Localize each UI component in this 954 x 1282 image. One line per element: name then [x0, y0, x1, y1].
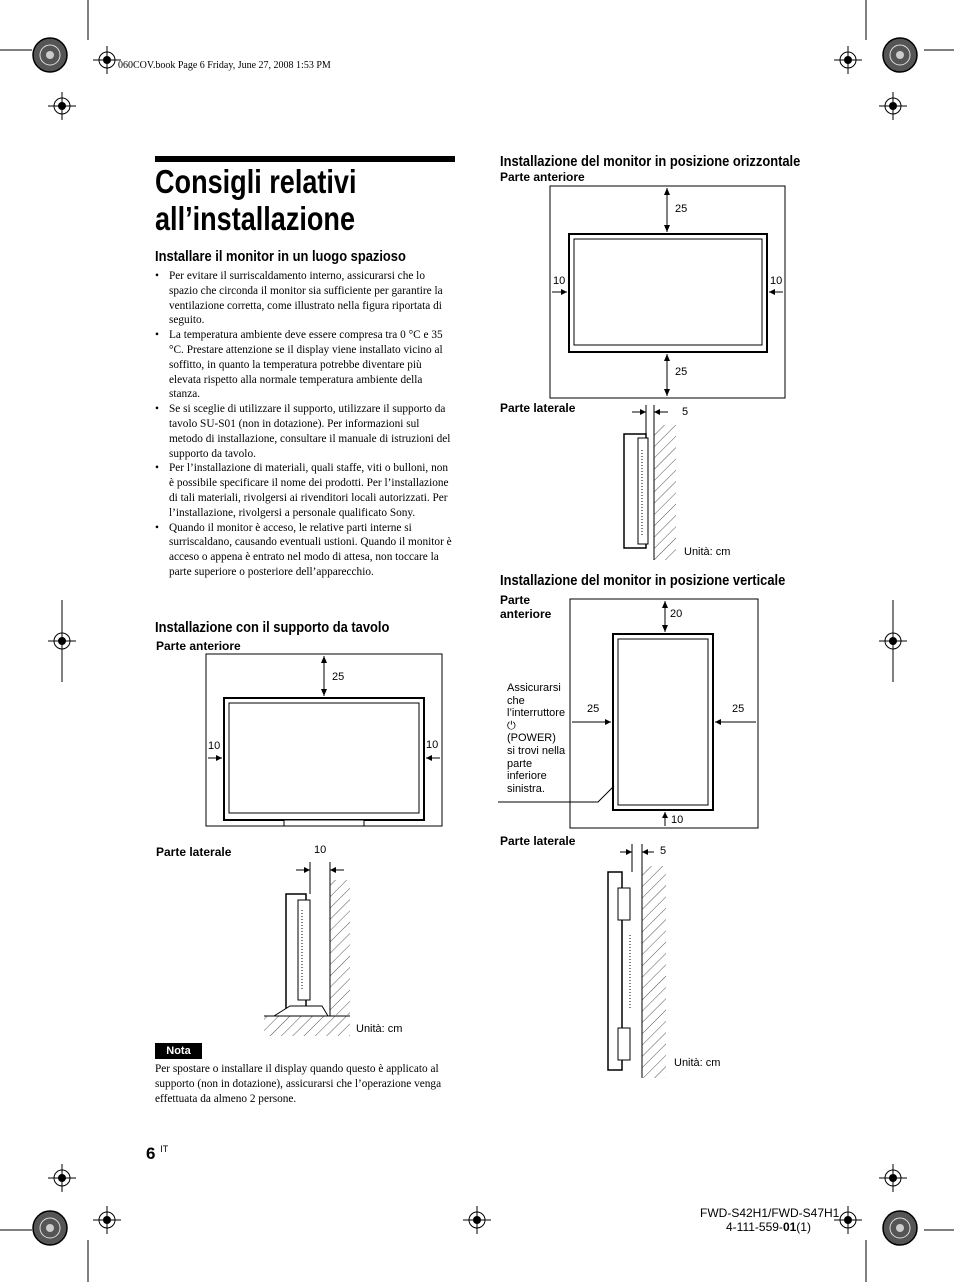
- left-gap-label: 25: [587, 703, 600, 715]
- registration-star-icon: [883, 1211, 917, 1245]
- part-number: [700, 1220, 839, 1234]
- side-gap-label: 5: [682, 406, 689, 418]
- registration-star-icon: [33, 1211, 67, 1245]
- callout-line: sinistra.: [507, 782, 545, 795]
- side-gap-label: 5: [660, 845, 667, 857]
- left-gap-label: 10: [553, 275, 566, 287]
- crosshair-icon: [48, 92, 76, 120]
- list-item: • La temperatura ambiente deve essere compresa tra 0 °C e 35 °C. Prestare attenzione se il display viene installato vicino al soffitto, in quanto la temperatura potrebbe diventare più elevata rispetto alla normale temperatura ambiente della stanza.: [155, 328, 455, 402]
- stand-front-diagram: [200, 650, 450, 830]
- left-gap-label: 10: [208, 740, 221, 752]
- unit-label: Unità: cm: [684, 546, 731, 558]
- section-heading-stand: Installazione con il supporto da tavolo: [155, 619, 390, 636]
- model-names: FWD-S42H1/FWD-S47H1: [700, 1206, 840, 1220]
- right-gap-label: 10: [426, 739, 439, 751]
- right-gap-label: 25: [732, 703, 745, 715]
- vertical-front-diagram: [498, 596, 763, 832]
- bullet-list: [155, 269, 455, 580]
- callout-line: l’interruttore: [507, 707, 566, 720]
- top-gap-label: 25: [332, 671, 345, 683]
- page-title-line2: all’installazione: [155, 200, 356, 237]
- crosshair-icon: [93, 46, 121, 74]
- callout-line: che: [507, 694, 525, 707]
- crosshair-icon: [48, 1164, 76, 1192]
- page-number-value: 6: [146, 1144, 156, 1163]
- section-heading-vertical: Installazione del monitor in posizione verticale: [500, 572, 786, 589]
- power-icon: ⏻: [507, 719, 516, 732]
- part-number-bold: 01: [782, 1220, 797, 1234]
- crosshair-icon: [879, 92, 907, 120]
- crosshair-icon: [834, 46, 862, 74]
- unit-label: Unità: cm: [356, 1023, 403, 1035]
- front-label: Parte anteriore: [156, 639, 241, 653]
- horizontal-side-diagram: [610, 400, 750, 562]
- front-label: Parte anteriore: [500, 170, 585, 184]
- list-item: • Quando il monitor è acceso, le relative parti interne si surriscaldano, causando eventuali ustioni. Quando il monitor è acceso o appena è entrato nel modo di attesa, non toccare la parte superiore o posteriore dell’apparecchio.: [155, 521, 455, 580]
- stand-side-diagram: [262, 840, 442, 1040]
- side-label: Parte laterale: [500, 834, 576, 848]
- list-item: • Per evitare il surriscaldamento interno, assicurarsi che lo spazio che circonda il monitor sia sufficiente per garantire la ventilazione corretta, come illustrato nella figura riportata di seguito.: [155, 269, 455, 328]
- note-text: Per spostare o installare il display quando questo è applicato al supporto (non in dotazione), assicurarsi che l’operazione venga effettuata da almeno 2 persone.: [155, 1063, 442, 1105]
- crosshair-icon: [463, 1206, 491, 1234]
- page-lang: IT: [160, 1144, 169, 1154]
- page-number: [146, 1144, 168, 1164]
- callout-line: (POWER): [507, 732, 556, 745]
- crosshair-icon: [879, 1164, 907, 1192]
- callout-line: Assicurarsi: [507, 682, 561, 694]
- top-gap-label: 25: [675, 203, 688, 215]
- callout-line: inferiore: [507, 770, 547, 783]
- bottom-gap-label: 25: [675, 366, 688, 378]
- front-label-line2: anteriore: [500, 607, 552, 621]
- unit-label: Unità: cm: [674, 1057, 721, 1069]
- model-code: [700, 1206, 839, 1234]
- horizontal-front-diagram: [545, 182, 795, 402]
- print-header: 060COV.book Page 6 Friday, June 27, 2008 1:53 PM: [118, 60, 331, 71]
- page-title: [155, 163, 357, 237]
- vertical-side-diagram: [598, 840, 738, 1082]
- page-title-line1: Consigli relativi: [155, 163, 357, 200]
- callout-line: si trovi nella: [507, 744, 566, 757]
- part-number-prefix: 4-111-559-: [726, 1220, 783, 1234]
- crosshair-icon: [93, 1206, 121, 1234]
- front-label-line1: Parte: [500, 593, 531, 607]
- list-item: • Se si sceglie di utilizzare il supporto, utilizzare il supporto da tavolo SU-S01 (non in dotazione). Per informazioni sul metodo di installazione, consultare il manuale di istruzioni del supporto da tavolo.: [155, 402, 455, 461]
- side-label: Parte laterale: [156, 845, 232, 859]
- side-label: Parte laterale: [500, 401, 576, 415]
- callout-line: parte: [507, 757, 533, 770]
- top-gap-label: 20: [670, 608, 683, 620]
- bottom-gap-label: 10: [671, 814, 684, 826]
- right-gap-label: 10: [770, 275, 783, 287]
- side-gap-label: 10: [314, 844, 327, 856]
- section-heading-space: Installare il monitor in un luogo spazioso: [155, 248, 406, 265]
- list-item: • Per l’installazione di materiali, quali staffe, viti o bulloni, non è possibile specificare il nome dei prodotti. Per l’installazione di tali materiali, rivolgersi ai rivenditori locali autorizzati. Per l’installazione, rivolgersi a personale qualificato Sony.: [155, 461, 455, 520]
- note-badge: Nota: [155, 1043, 202, 1059]
- section-heading-horizontal: Installazione del monitor in posizione orizzontale: [500, 153, 801, 170]
- registration-star-icon: [33, 38, 67, 72]
- part-number-suffix: (1): [796, 1220, 811, 1234]
- registration-star-icon: [883, 38, 917, 72]
- title-rule: [155, 156, 455, 162]
